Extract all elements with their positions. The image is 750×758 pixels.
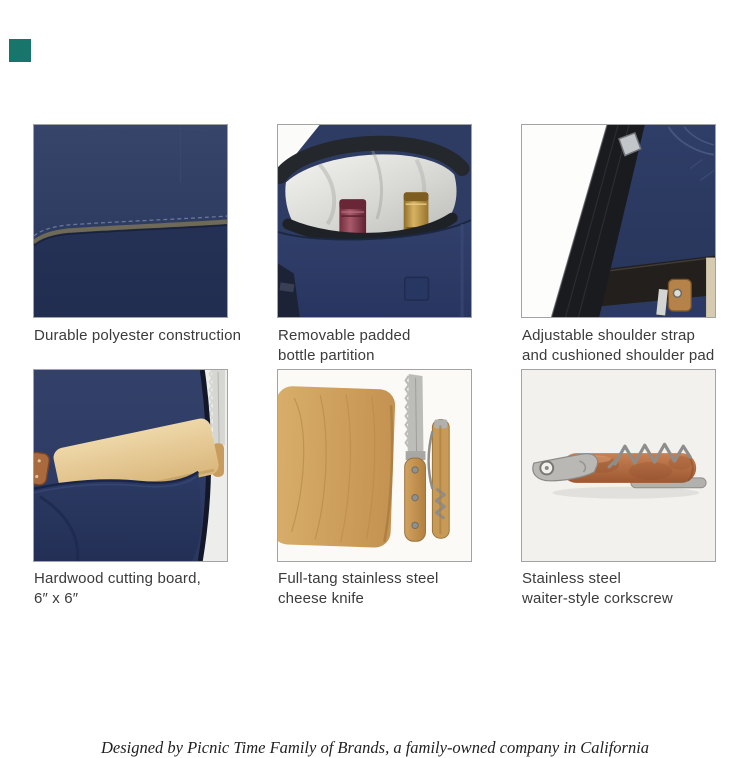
feature-tile-shoulder-strap	[521, 124, 716, 318]
caption-line: waiter-style corkscrew	[522, 589, 673, 607]
feature-tile-cutting-board	[33, 369, 228, 562]
feature-caption-corkscrew	[522, 569, 750, 608]
caption-line: Stainless steel	[522, 570, 621, 587]
caption-line: bottle partition	[278, 346, 375, 364]
caption-line: Durable polyester construction	[34, 327, 242, 344]
feature-tile-cheese-knife	[277, 369, 472, 562]
waiter-corkscrew-photo	[522, 370, 715, 561]
cutting-board-pocket-photo	[34, 370, 227, 561]
shoulder-strap-photo	[522, 125, 715, 317]
navy-fabric-closeup-photo	[34, 125, 227, 317]
brand-tagline: Designed by Picnic Time Family of Brands, a family-owned company in California	[100, 738, 650, 757]
feature-tile-bottle-partition	[277, 124, 472, 318]
wood-board	[278, 386, 396, 548]
feature-caption-polyester	[34, 326, 269, 346]
caption-line: and cushioned shoulder pad	[522, 346, 715, 364]
feature-tile-corkscrew	[521, 369, 716, 562]
feature-tile-polyester	[33, 124, 228, 318]
caption-line: cheese knife	[278, 589, 365, 607]
caption-line: Hardwood cutting board,	[34, 570, 201, 587]
feature-caption-shoulder-strap	[522, 326, 750, 365]
caption-line: 6″ x 6″	[34, 589, 79, 607]
caption-line: Adjustable shoulder strap	[522, 327, 696, 344]
feature-caption-bottle-partition	[278, 326, 513, 365]
caption-line: Removable padded	[278, 327, 411, 344]
caption-line: Full-tang stainless steel	[278, 570, 439, 587]
feature-caption-cutting-board	[34, 569, 269, 608]
feature-caption-cheese-knife	[278, 569, 513, 608]
teal-color-swatch[interactable]	[9, 39, 31, 62]
cheese-knife-board-photo	[278, 370, 471, 561]
backpack-interior-bottles-photo	[278, 125, 471, 317]
